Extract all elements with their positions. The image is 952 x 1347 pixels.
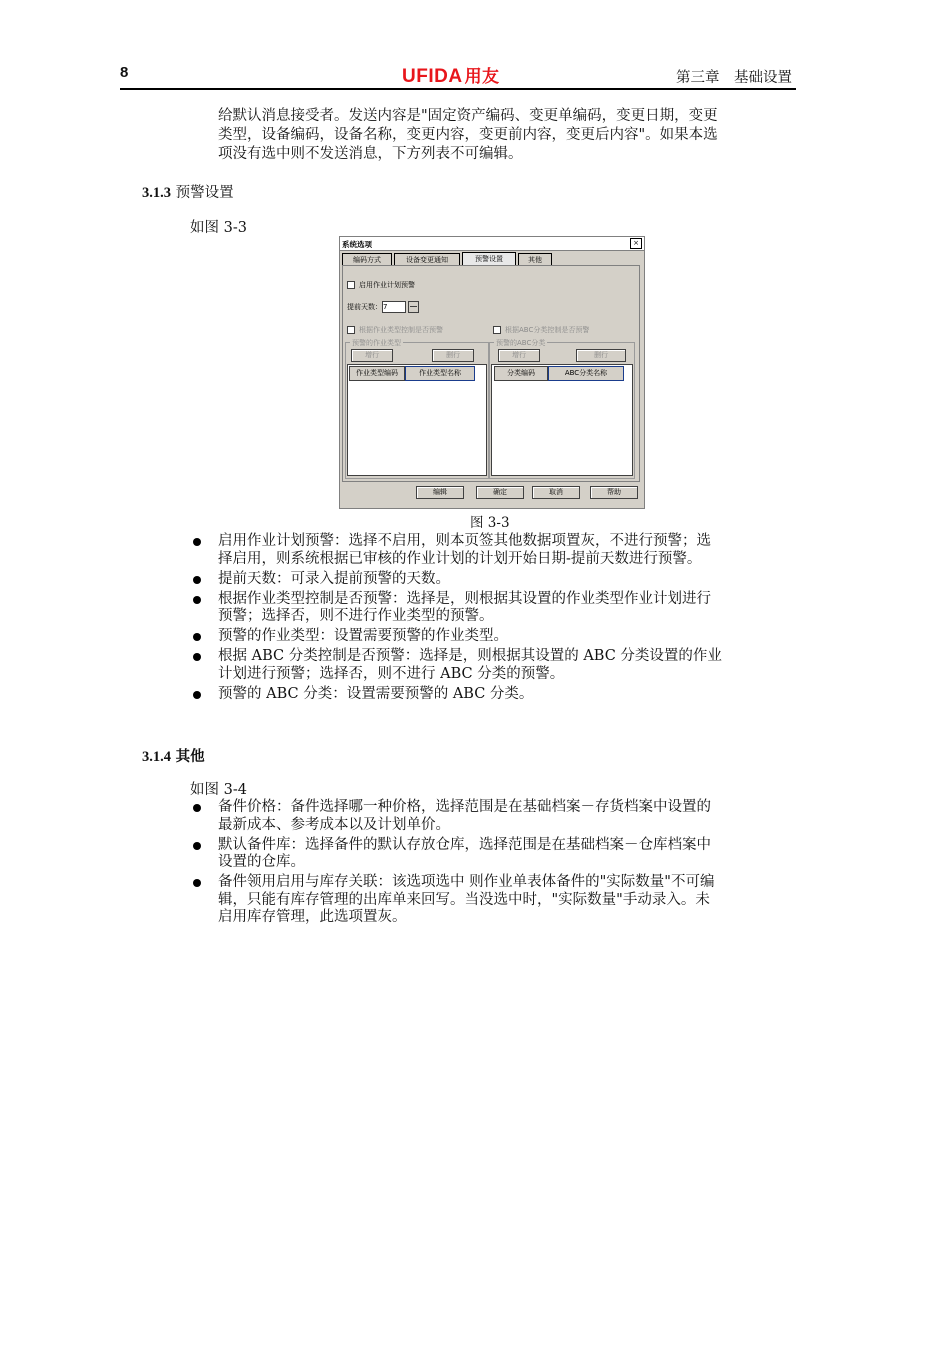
list-line: 设置的仓库。 (218, 854, 305, 870)
list-item (190, 799, 796, 834)
tab-change-notice[interactable]: 设备变更通知 (394, 253, 460, 266)
bullet-icon (193, 879, 201, 887)
spin-button[interactable] (408, 301, 419, 313)
figure-reference: 如图 3-4 (190, 782, 247, 798)
tab-coding[interactable]: 编码方式 (342, 253, 392, 266)
list-line: 预警的 ABC 分类：设置需要预警的 ABC 分类。 (218, 685, 534, 702)
ok-button[interactable]: 确定 (476, 486, 524, 499)
section-number: 3.1.3 (142, 185, 171, 201)
figure-reference: 如图 3-3 (190, 220, 247, 236)
group-label: 预警的ABC分类 (496, 339, 546, 347)
list-line: 择启用，则系统根据已审核的作业计划的计划开始日期-提前天数进行预警。 (218, 550, 702, 567)
checkbox-label: 根据作业类型控制是否预警 (359, 326, 443, 334)
list-item (190, 837, 796, 872)
figure-caption: 图 3-3 (470, 515, 510, 531)
list-item (190, 874, 796, 927)
bullet-icon (193, 576, 201, 584)
warning-abc-table[interactable] (491, 364, 633, 476)
tab-warning[interactable]: 预警设置 (462, 252, 516, 266)
bullet-icon (193, 538, 201, 546)
bullet-icon (193, 691, 201, 699)
add-row-button[interactable]: 增行 (351, 349, 393, 362)
bullet-list-313 (190, 533, 796, 706)
list-item (190, 686, 796, 704)
bullet-icon (193, 842, 201, 850)
bullet-icon (193, 596, 201, 604)
page-number: 8 (120, 64, 129, 81)
delete-row-button[interactable]: 删行 (432, 349, 474, 362)
tab-other[interactable]: 其他 (518, 253, 552, 266)
section-heading-314 (142, 748, 205, 767)
group-warning-type (345, 339, 489, 479)
list-line: 启用作业计划预警：选择不启用，则本页签其他数据项置灰，不进行预警；选 (218, 533, 711, 549)
list-line: 启用库存管理，此选项置灰。 (218, 909, 407, 925)
column-header[interactable]: 作业类型名称 (405, 366, 475, 381)
section-title: 其他 (175, 749, 205, 765)
ufida-logo (402, 62, 500, 88)
chapter-title: 第三章 基础设置 (676, 70, 792, 86)
by-abc-checkbox[interactable] (493, 325, 589, 335)
advance-days-row (347, 301, 419, 313)
advance-days-label: 提前天数： (347, 303, 382, 311)
list-item (190, 591, 796, 626)
section-number: 3.1.4 (142, 749, 171, 765)
section-title: 预警设置 (175, 185, 234, 201)
delete-row-button[interactable]: 删行 (576, 349, 626, 362)
list-line: 根据 ABC 分类控制是否预警：选择是，则根据其设置的 ABC 分类设置的作业 (218, 648, 722, 664)
enable-plan-warning-checkbox[interactable] (347, 280, 415, 290)
list-line: 备件价格：备件选择哪一种价格，选择范围是在基础档案－存货档案中设置的 (218, 799, 711, 815)
section-heading-313 (142, 184, 234, 203)
add-row-button[interactable]: 增行 (498, 349, 540, 362)
list-line: 计划进行预警；选择否，则不进行 ABC 分类的预警。 (218, 665, 565, 682)
intro-line: 项没有选中则不发送消息，下方列表不可编辑。 (218, 146, 523, 162)
checkbox-label: 根据ABC分类控制是否预警 (505, 326, 590, 334)
close-icon[interactable]: × (630, 238, 642, 249)
intro-line: 类型，设备编码，设备名称，变更内容，变更前内容，变更后内容"。如果本选 (218, 127, 718, 143)
page-header (120, 62, 796, 90)
intro-paragraph (218, 107, 796, 164)
bullet-list-314 (190, 799, 796, 929)
advance-days-input[interactable]: 7 (382, 301, 406, 313)
list-line: 提前天数：可录入提前预警的天数。 (218, 570, 450, 587)
help-button[interactable]: 帮助 (590, 486, 638, 499)
column-header[interactable]: ABC分类名称 (548, 366, 624, 381)
list-line: 默认备件库：选择备件的默认存放仓库，选择范围是在基础档案－仓库档案中 (218, 836, 711, 853)
list-line: 最新成本、参考成本以及计划单价。 (218, 816, 450, 833)
checkbox-box[interactable] (347, 281, 355, 289)
list-line: 根据作业类型控制是否预警：选择是，则根据其设置的作业类型作业计划进行 (218, 590, 711, 607)
group-label: 预警的作业类型 (352, 339, 401, 347)
checkbox-label: 启用作业计划预警 (359, 281, 415, 289)
warning-tab-panel (342, 265, 640, 482)
edit-button[interactable]: 编辑 (416, 486, 464, 499)
by-type-checkbox[interactable] (347, 325, 443, 335)
list-item (190, 571, 796, 589)
logo-en: UFIDA (402, 66, 463, 87)
list-line: 备件领用启用与库存关联：该选项选中 则作业单表体备件的"实际数量"不可编 (218, 874, 715, 890)
bullet-icon (193, 804, 201, 812)
list-line: 辑，只能有库存管理的出库单来回写。当没选中时，"实际数量"手动录入。未 (218, 891, 710, 908)
list-item (190, 628, 796, 646)
dialog-title: 系统选项 (342, 240, 372, 249)
list-item (190, 533, 796, 568)
bullet-icon (193, 633, 201, 641)
logo-cn: 用友 (464, 67, 500, 87)
column-header[interactable]: 作业类型编码 (349, 366, 405, 381)
cancel-button[interactable]: 取消 (532, 486, 580, 499)
group-warning-abc (489, 339, 635, 479)
list-line: 预警的作业类型：设置需要预警的作业类型。 (218, 628, 508, 644)
warning-type-table[interactable] (347, 364, 487, 476)
bullet-icon (193, 653, 201, 661)
system-options-dialog (339, 236, 645, 509)
checkbox-box[interactable] (347, 326, 355, 334)
list-item (190, 648, 796, 683)
checkbox-box[interactable] (493, 326, 501, 334)
list-line: 预警；选择否，则不进行作业类型的预警。 (218, 608, 494, 624)
column-header[interactable]: 分类编码 (494, 366, 548, 381)
intro-line: 给默认消息接受者。发送内容是"固定资产编码、变更单编码，变更日期，变更 (218, 108, 718, 124)
dialog-titlebar (340, 237, 644, 251)
